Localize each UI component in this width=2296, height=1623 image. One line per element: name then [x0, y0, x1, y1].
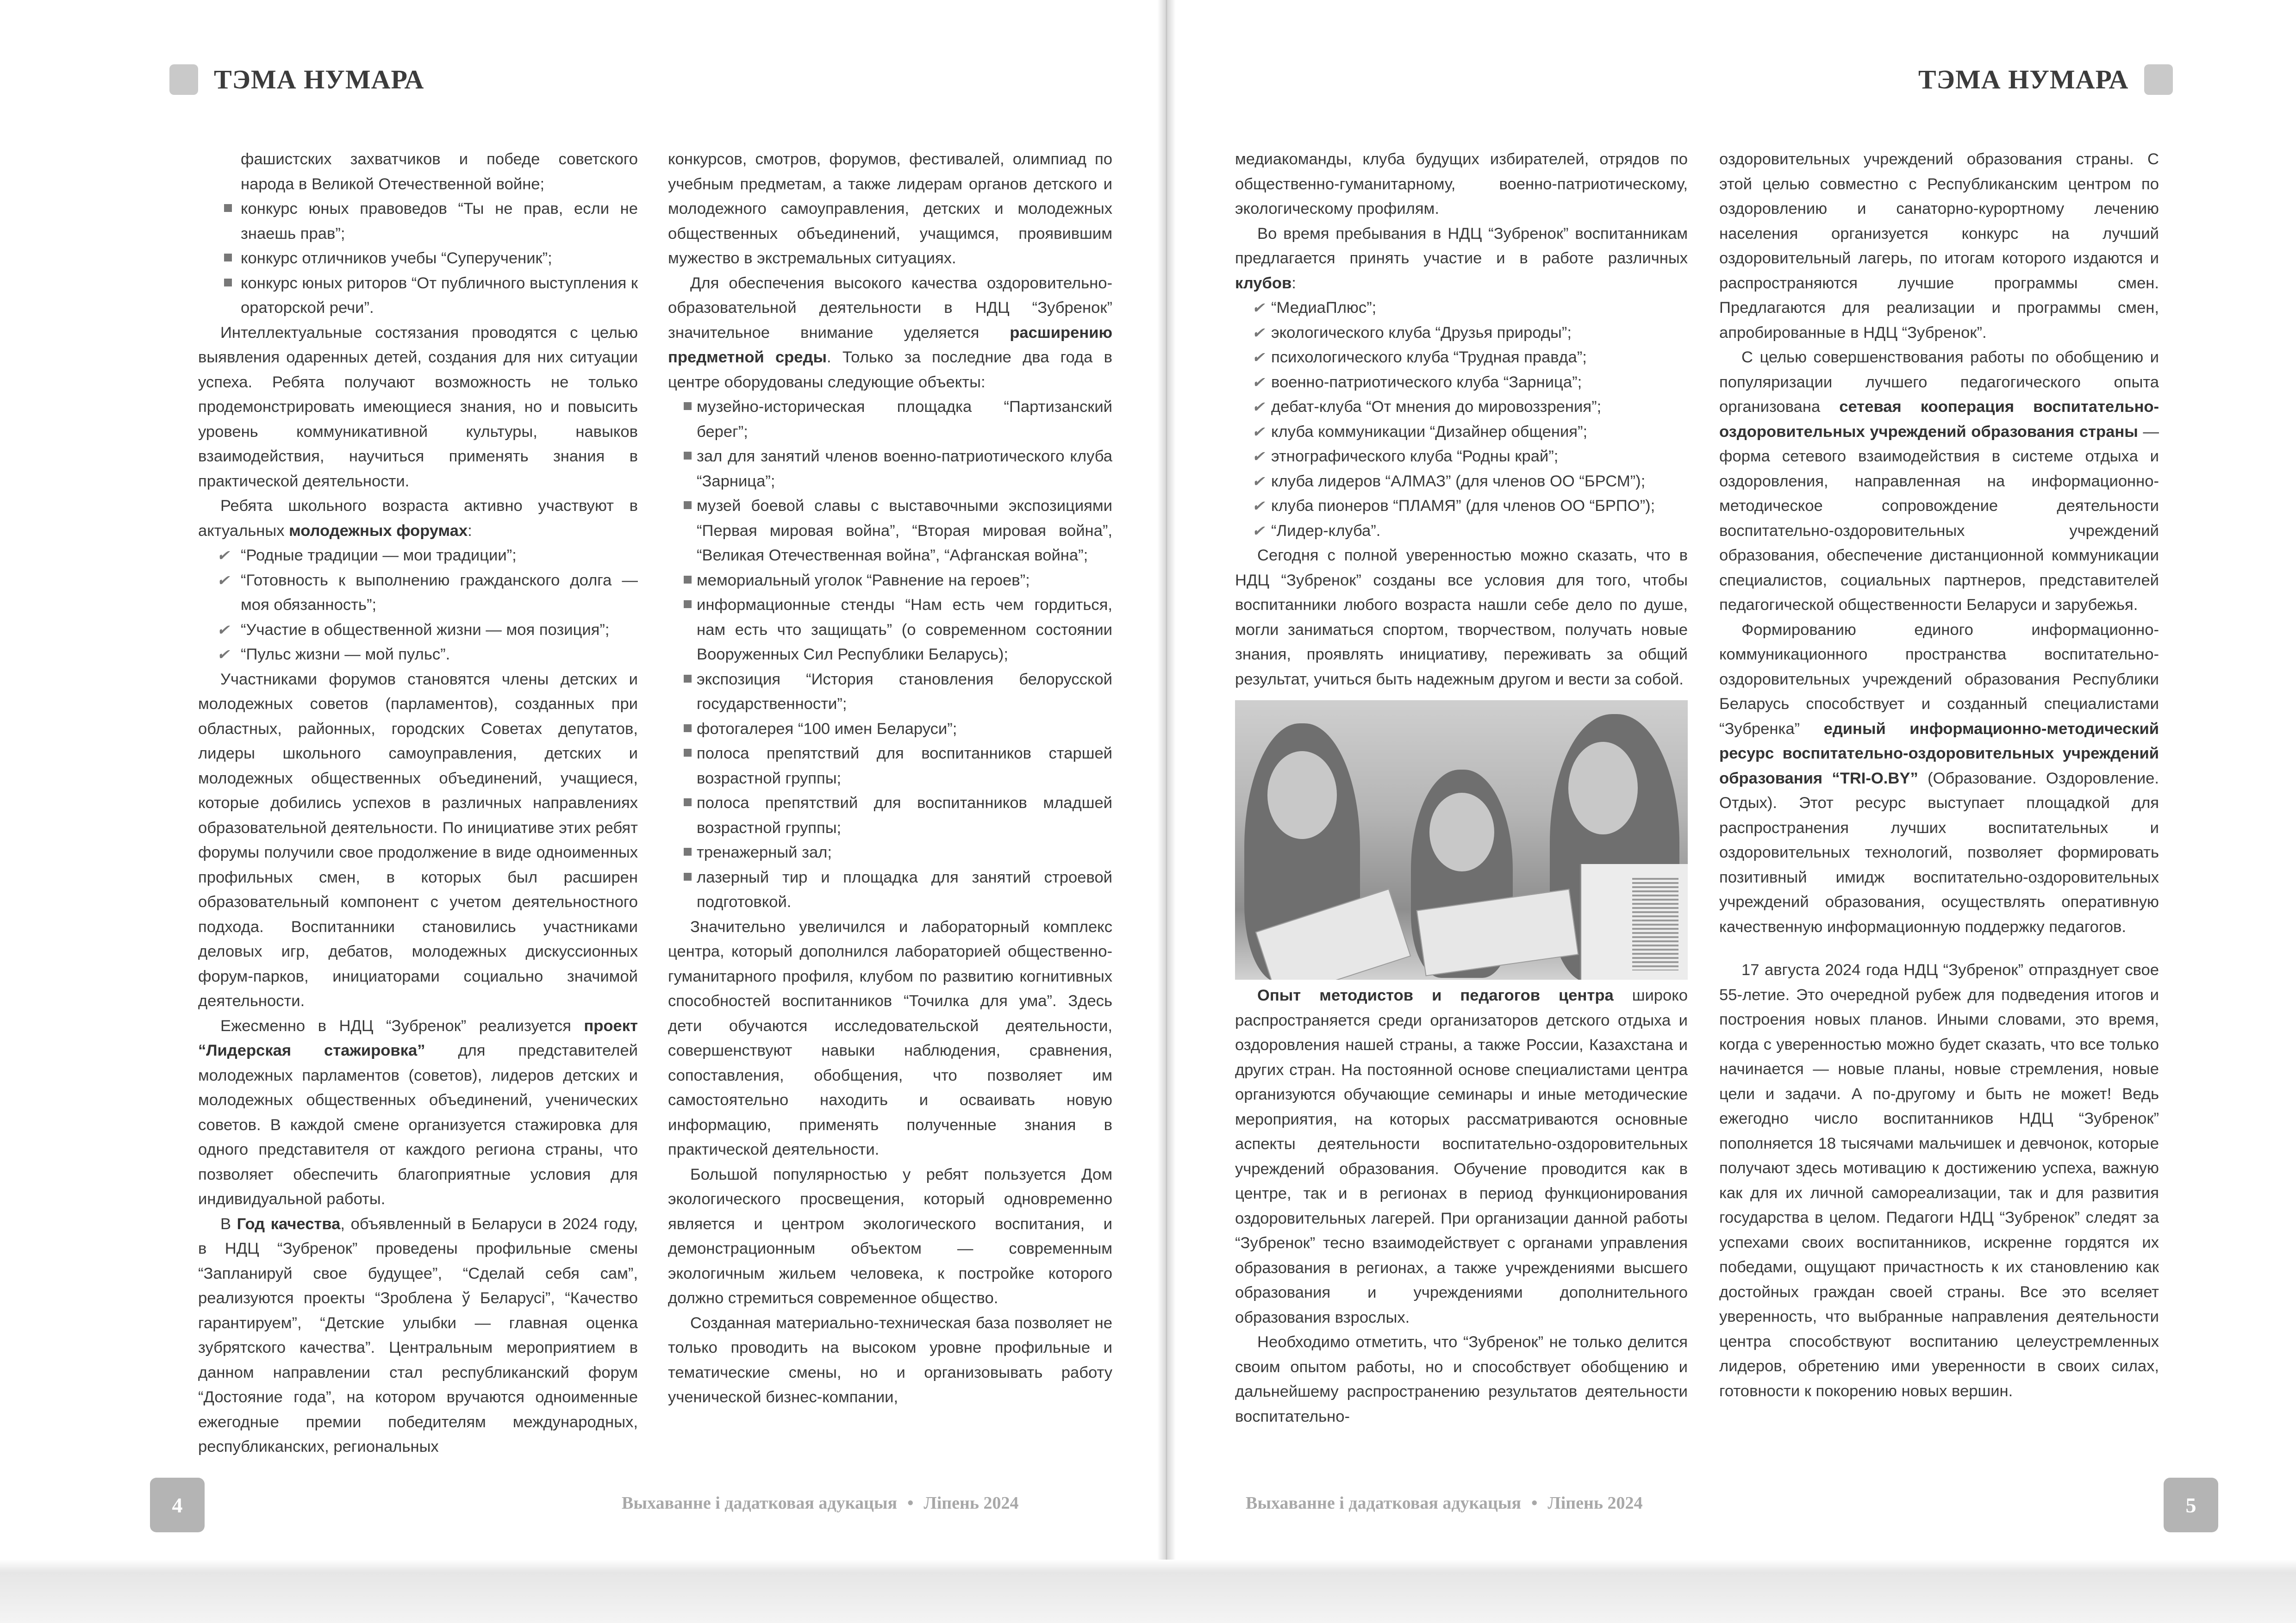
list-item: ✔ “Лидер-клуба”.	[1235, 519, 1688, 544]
paragraph: Значительно увеличился и лабораторный комплекс центра, который дополнился лабораторией общественно-гуманитарного профиля, клубом по развитию когнитивных способностей воспитанников “Точилка для ума”. Здесь дети обучаются исследовательской деятельности, совершенствуют навыки наблюдения, сравнения, сопоставления, обобщения, что позволяет им самостоятельно находить и осваивать новую информацию, применять полученные знания в практической деятельности.	[668, 918, 1112, 1158]
journal-footer-right: Выхаванне і дадатковая адукацыя • Ліпень 2024	[1246, 1493, 1643, 1513]
square-bullet-icon	[218, 246, 237, 271]
list-item: ✔ “Готовность к выполнению гражданского долга — моя обязанность”;	[198, 568, 638, 618]
list-item: ✔ “Родные традиции — мои традиции”;	[198, 543, 638, 568]
list-item: лазерный тир и площадка для занятий строевой подготовкой.	[668, 865, 1112, 915]
checkmark-icon: ✔	[217, 621, 230, 638]
checkmark-icon: ✔	[1252, 423, 1265, 440]
clubs-list	[1235, 296, 1688, 543]
text-column-4	[1719, 147, 2159, 1404]
list-item: конкурс юных риторов “От публичного выступления к ораторской речи”.	[198, 271, 638, 321]
checkmark-icon: ✔	[1252, 373, 1265, 391]
list-item: экспозиция “История становления белорусской государственности”;	[668, 667, 1112, 717]
paragraph: В Год качества, объявленный в Беларуси в 2024 году, в НДЦ “Зубренок” проведены профильные смены “Запланируй свое будущее”, “Сделай себя сам”, реализуются проекты “Зроблена ў Беларусі”, “Качество гарантируем”, “Детские улыбки — главная оценка зубрятского качества”. Центральным мероприятием в данном направлении стал республиканский форум “Достояние года”, на котором вручаются одноименные ежегодные премии победителям международных, республиканских, региональных	[198, 1215, 638, 1455]
paragraph: конкурсов, смотров, форумов, фестивалей, олимпиад по учебным предметам, а также лидерам органов детского и молодежного самоуправления, детских и молодежных общественных объединений, учащимся, проявившим мужество в экстремальных ситуациях.	[668, 150, 1112, 267]
section-header-left	[169, 64, 424, 95]
header-tab-marker	[169, 64, 198, 95]
paragraph: оздоровительных учреждений образования страны. С этой целью совместно с Республиканским центром по оздоровлению и санаторно-курортному лечению населения организуется конкурс на лучший оздоровительный лагерь, по итогам которого издаются и распространяются лучшие программы смен. Предлагаются для реализации и программы смен, апробированные в НДЦ “Зубренок”.	[1719, 150, 2159, 342]
paragraph: Для обеспечения высокого качества оздоровительно-образовательной деятельности в НДЦ “Зубренок” значительное внимание уделяется расширению предметной среды. Только за последние два года в центре оборудованы следующие объекты:	[668, 274, 1112, 391]
list-item: конкурс отличников учебы “Суперученик”;	[198, 246, 638, 271]
photo-face-left	[1267, 751, 1337, 839]
paragraph: С целью совершенствования работы по обобщению и популяризации лучшего педагогического опыта организована сетевая кооперация воспитательно-оздоровительных учреждений образования страны — форма сетевого взаимодействия в системе отдыха и оздоровления, направленная на информационно-методическое сопровождение деятельности воспитательно-оздоровительных учреждений образования, обеспечение дистанционной коммуникации специалистов, социальных партнеров, представителей педагогической общественности Беларуси и зарубежья.	[1719, 348, 2159, 614]
list-item: мемориальный уголок “Равнение на героев”;	[668, 568, 1112, 593]
paragraph: медиакоманды, клуба будущих избирателей, отрядов по общественно-гуманитарному, военно-патриотическому, экологическому профилям.	[1235, 150, 1688, 218]
checkmark-icon: ✔	[1252, 473, 1265, 490]
square-bullet-icon	[678, 717, 697, 742]
text-column-2	[668, 147, 1112, 1410]
list-item: ✔ клуба пионеров “ПЛАМЯ” (для членов ОО “БРПО”);	[1235, 494, 1688, 519]
paragraph: 17 августа 2024 года НДЦ “Зубренок” отпразднует свое 55-летие. Это очередной рубеж для подведения итогов и построения новых планов. Иными словами, это время, когда с уверенностью можно будет сказать, что все только начинается — новые планы, новые стремления, новые цели и задачи. А по-другому и быть не может! Ведь ежегодно число воспитанников НДЦ “Зубренок” пополняется 18 тысячами мальчишек и девчонок, которые получают здесь мотивацию к достижению успеха, важную как для их личной самореализации, так и для развития государства в целом. Педагоги НДЦ “Зубренок” следят за успехами своих воспитанников, искренне гордятся их победами, ощущают причастность к их становлению как достойных граждан своей страны. Все это вселяет уверенность, что выбранные направления деятельности центра способствуют воспитанию целеустремленных лидеров, обретению ими уверенности в своих силах, готовности к покорению новых вершин.	[1719, 961, 2159, 1400]
paragraph: Интеллектуальные состязания проводятся с целью выявления одаренных детей, создания для них ситуации успеха. Ребята получают возможность не только продемонстрировать имеющиеся знания, но и повысить уровень коммуникативной культуры, навыков взаимодействия, научиться применять знания в практической деятельности.	[198, 323, 638, 490]
list-item: музей боевой славы с выставочными экспозициями “Первая мировая война”, “Вторая мировая война”, “Великая Отечественная война”, “Афганская война”;	[668, 494, 1112, 568]
checkmark-icon: ✔	[1252, 299, 1265, 316]
paragraph-gap	[1719, 939, 2159, 958]
square-bullet-icon	[678, 667, 697, 692]
paragraph: Формированию единого информационно-коммуникационного пространства воспитательно-оздоровительных учреждений образования Республики Беларусь способствует и созданный специалистами “Зубренка” единый информационно-методический ресурс воспитательно-оздоровительных учреждений образования “TRI-O.BY” (Образование. Оздоровление. Отдых). Этот ресурс выступает площадкой для распространения лучших воспитательных и оздоровительных технологий, позволяет формировать позитивный имидж воспитательно-оздоровительных учреждений образования, осуществлять оперативную качественную информационную поддержку педагогов.	[1719, 621, 2159, 936]
section-header-right	[1918, 64, 2173, 95]
square-bullet-icon	[678, 494, 697, 519]
forum-list	[198, 543, 638, 667]
square-bullet-icon	[678, 444, 697, 469]
checkmark-icon: ✔	[1252, 497, 1265, 514]
page-bottom-shadow	[0, 1560, 2296, 1623]
checkmark-icon: ✔	[217, 646, 230, 663]
page-number-left: 4	[150, 1478, 205, 1532]
checkmark-icon: ✔	[1252, 522, 1265, 539]
paragraph: Участниками форумов становятся члены детских и молодежных советов (парламентов), созданных при областных, районных, городских Советах депутатов, лидеры школьного самоуправления, детских и молодежных общественных объединений, учащиеся, которые добились успехов в различных направлениях образовательной деятельности. По инициативе этих ребят форумы получили свое продолжение в виде одноименных профильных смен, в которых был расширен образовательный компонент с учетом деятельностного подхода. Воспитанники становились участниками деловых игр, дебатов, молодежных дискуссионных форум-парков, инициаторами социально значимой деятельности.	[198, 670, 638, 1010]
square-bullet-icon	[678, 395, 697, 420]
photo-face-middle	[1429, 793, 1494, 871]
photo-girls-reading-magazines	[1235, 700, 1688, 980]
square-bullet-icon	[678, 568, 697, 593]
list-item: полоса препятствий для воспитанников младшей возрастной группы;	[668, 791, 1112, 840]
list-item: ✔ “Участие в общественной жизни — моя позиция”;	[198, 618, 638, 643]
paragraph: Ребята школьного возраста активно участвуют в актуальных молодежных форумах:	[198, 497, 638, 540]
page-spine	[1157, 0, 1176, 1623]
text-column-1	[198, 147, 638, 1460]
contest-list	[198, 197, 638, 321]
list-item: ✔ экологического клуба “Друзья природы”;	[1235, 321, 1688, 346]
section-title: ТЭМА НУМАРА	[1918, 64, 2129, 94]
square-bullet-icon	[218, 197, 237, 222]
list-item: ✔ дебат-клуба “От мнения до мировоззрения”;	[1235, 395, 1688, 420]
list-item: зал для занятий членов военно-патриотического клуба “Зарница”;	[668, 444, 1112, 494]
list-item: фотогалерея “100 имен Беларуси”;	[668, 717, 1112, 742]
square-bullet-icon	[678, 593, 697, 618]
checkmark-icon: ✔	[217, 547, 230, 564]
list-item: ✔ психологического клуба “Трудная правда”;	[1235, 345, 1688, 370]
checkmark-icon: ✔	[1252, 349, 1265, 366]
list-item: ✔ клуба коммуникации “Дизайнер общения”;	[1235, 420, 1688, 445]
checkmark-icon: ✔	[1252, 448, 1265, 465]
checkmark-icon: ✔	[1252, 324, 1265, 341]
list-item: ✔ “МедиаПлюс”;	[1235, 296, 1688, 321]
paragraph: Ежесменно в НДЦ “Зубренок” реализуется проект “Лидерская стажировка” для представителей молодежных парламентов (советов), лидеров детских и молодежных общественных объединений, ученических советов. В каждой смене организуется стажировка для одного представителя от каждого региона страны, что позволяет обеспечить благоприятные условия для индивидуальной работы.	[198, 1017, 638, 1208]
header-tab-marker	[2144, 64, 2173, 95]
facilities-list	[668, 395, 1112, 915]
photo-face-right	[1568, 742, 1638, 834]
paragraph: Во время пребывания в НДЦ “Зубренок” воспитанникам предлагается принять участие и в работе различных клубов:	[1235, 224, 1688, 292]
page-number-right: 5	[2164, 1478, 2218, 1532]
list-item: ✔ военно-патриотического клуба “Зарница”;	[1235, 370, 1688, 395]
photo-magazine-inset	[1580, 864, 1688, 980]
journal-footer-left: Выхаванне і дадатковая адукацыя • Ліпень 2024	[622, 1493, 1019, 1513]
list-item: ✔ этнографического клуба “Родны край”;	[1235, 444, 1688, 469]
square-bullet-icon	[678, 840, 697, 865]
square-bullet-icon	[678, 791, 697, 816]
square-bullet-icon	[678, 741, 697, 766]
checkmark-icon: ✔	[1252, 398, 1265, 415]
square-bullet-icon	[678, 865, 697, 890]
paragraph: Сегодня с полной уверенностью можно сказать, что в НДЦ “Зубренок” созданы все условия для того, чтобы воспитанники любого возраста нашли себе дело по душе, могли заниматься спортом, творчеством, получать новые знания, проявлять инициативу, переживать за общий результат, учиться быть надежным другом и вести за собой.	[1235, 547, 1688, 688]
checkmark-icon: ✔	[217, 572, 230, 589]
text-column-3	[1235, 147, 1688, 1429]
paragraph: фашистских захватчиков и победе советского народа в Великой Отечественной войне;	[241, 150, 638, 193]
list-item: ✔ клуба лидеров “АЛМАЗ” (для членов ОО “БРСМ”);	[1235, 469, 1688, 494]
paragraph: Необходимо отметить, что “Зубренок” не только делится своим опытом работы, но и способствует обобщению и дальнейшему распространению результатов деятельности воспитательно-	[1235, 1333, 1688, 1425]
paragraph: Большой популярностью у ребят пользуется Дом экологического просвещения, который одновременно является и центром экологического воспитания, и демонстрационным объектом — современным экологичным жильем человека, к постройке которого должно стремиться современное общество.	[668, 1165, 1112, 1307]
square-bullet-icon	[218, 271, 237, 296]
paragraph: Опыт методистов и педагогов центра широко распространяется среди организаторов детского отдыха и оздоровления нашей страны, а также России, Казахстана и других стран. На постоянной основе специалистами центра организуются обучающие семинары и иные методические мероприятия, на которых рассматриваются основные аспекты деятельности воспитательно-оздоровительных учреждений образования. Обучение проводится как в центре, так и в регионах в период функционирования оздоровительных лагерей. При организации данной работы “Зубренок” тесно взаимодействует с органами управления образования в регионах, а также учреждениями высшего образования и учреждениями дополнительного образования взрослых.	[1235, 987, 1688, 1326]
list-item: ✔ “Пульс жизни — мой пульс”.	[198, 642, 638, 667]
paragraph: Созданная материально-техническая база позволяет не только проводить на высоком уровне профильные и тематические смены, но и организовывать работу ученической бизнес-компании,	[668, 1314, 1112, 1406]
list-item: музейно-историческая площадка “Партизанский берег”;	[668, 395, 1112, 444]
list-item: тренажерный зал;	[668, 840, 1112, 865]
section-title: ТЭМА НУМАРА	[214, 64, 424, 94]
list-item: конкурс юных правоведов “Ты не прав, если не знаешь прав”;	[198, 197, 638, 246]
list-item: информационные стенды “Нам есть чем гордиться, нам есть что защищать” (о современном состоянии Вооруженных Сил Республики Беларусь);	[668, 593, 1112, 667]
list-item: полоса препятствий для воспитанников старшей возрастной группы;	[668, 741, 1112, 791]
